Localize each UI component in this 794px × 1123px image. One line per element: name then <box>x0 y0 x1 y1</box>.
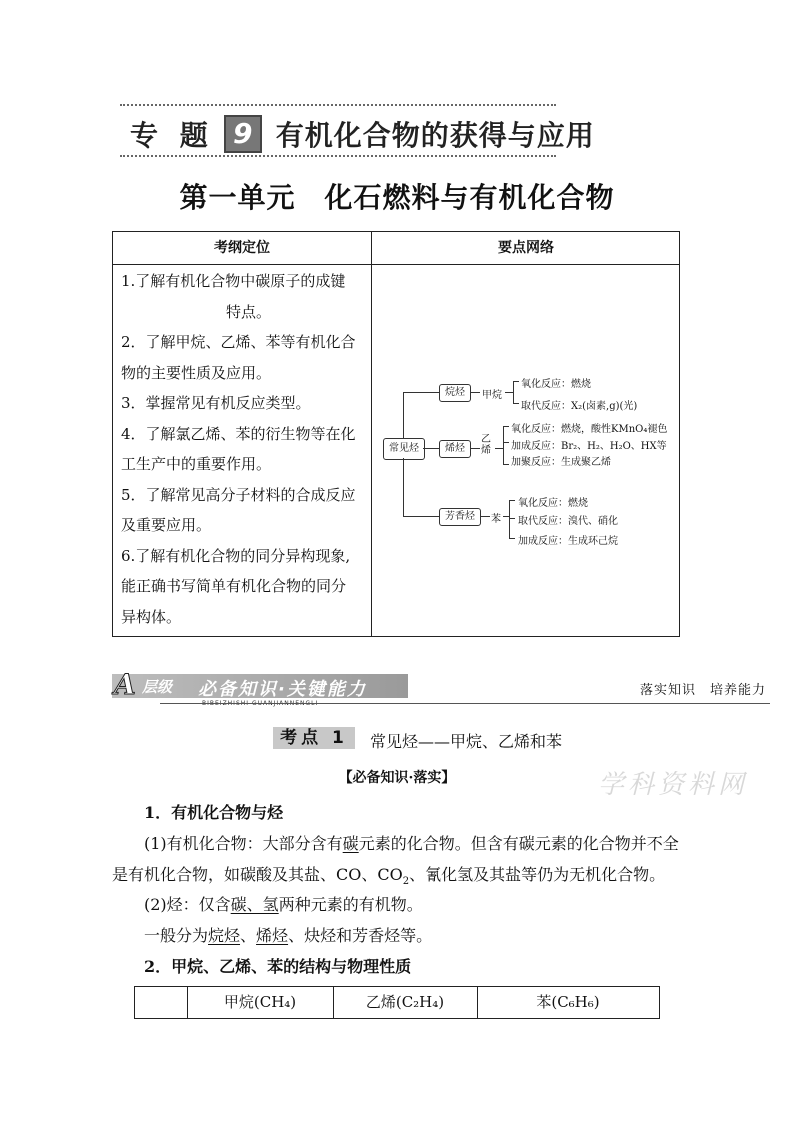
syllabus-line: 2．了解甲烷、乙烯、苯等有机化合 <box>121 333 356 351</box>
node-methane: 甲烷 <box>482 390 502 401</box>
topic-label: 专 题 <box>130 119 214 152</box>
node-aromatic: 芳香烃 <box>439 508 481 526</box>
comparison-header-methane: 甲烷(CH₄) <box>223 993 297 1011</box>
syllabus-list <box>121 266 369 632</box>
paragraph-hydrocarbon-def: (2)烃：仅含碳、氢两种元素的有机物。 <box>144 895 423 914</box>
comparison-header-benzene: 苯(C₆H₆) <box>536 993 600 1011</box>
syllabus-line: 1.了解有机化合物中碳原子的成键 <box>121 272 346 290</box>
node-alkane: 烷烃 <box>439 384 471 402</box>
unit-title: 第一单元 化石燃料与有机化合物 <box>179 181 615 214</box>
node-common-hydrocarbons: 常见烃 <box>383 438 425 460</box>
header-dotted-rule-bottom <box>120 155 556 157</box>
node-ethylene: 乙烯 <box>481 434 491 456</box>
outline-col1-header: 考纲定位 <box>214 240 270 256</box>
ethylene-polymerization: 加聚反应：生成聚乙烯 <box>511 457 611 468</box>
syllabus-line: 异构体。 <box>121 607 182 626</box>
syllabus-line: 能正确书写简单有机化合物的同分 <box>121 577 347 595</box>
banner-title: 必备知识·关键能力 <box>198 679 367 700</box>
syllabus-line: 3．掌握常见有机反应类型。 <box>121 394 311 412</box>
heading-structure-properties: 2．甲烷、乙烯、苯的结构与物理性质 <box>144 957 412 976</box>
banner-level-letter: A <box>114 668 136 701</box>
syllabus-line: 及重要应用。 <box>121 516 212 534</box>
comparison-table <box>134 986 660 1019</box>
paragraph-organic-def: (1)有机化合物：大部分含有碳元素的化合物。但含有碳元素的化合物并不全 <box>144 834 679 853</box>
outline-table <box>112 231 680 637</box>
comparison-header-ethylene: 乙烯(C₂H₄) <box>365 993 445 1011</box>
syllabus-line: 工生产中的重要作用。 <box>121 455 272 473</box>
benzene-oxidation: 氧化反应：燃烧 <box>518 498 588 509</box>
syllabus-line: 特点。 <box>121 302 272 321</box>
topic-heading <box>130 114 595 154</box>
node-benzene: 苯 <box>491 514 501 525</box>
header-dotted-rule-top <box>120 104 556 106</box>
syllabus-line: 物的主要性质及应用。 <box>121 363 272 382</box>
ethylene-oxidation: 氧化反应：燃烧，酸性KMnO₄褪色 <box>511 424 668 435</box>
heading-organic-compounds: 1．有机化合物与烃 <box>144 803 284 822</box>
outline-col2-header: 要点网络 <box>498 240 554 256</box>
benzene-addition: 加成反应：生成环己烷 <box>518 536 618 547</box>
watermark: 学科资料网 <box>598 770 749 800</box>
topic-number-badge: 9 <box>224 115 262 153</box>
syllabus-line: 5．了解常见高分子材料的合成反应 <box>121 485 356 504</box>
exam-point-title: 常见烃——甲烷、乙烯和苯 <box>370 732 563 751</box>
exam-point-label: 考点 1 <box>273 727 355 749</box>
syllabus-line: 6.了解有机化合物的同分异构现象, <box>121 546 351 565</box>
topic-title: 有机化合物的获得与应用 <box>275 119 595 152</box>
paragraph-organic-def-cont: 是有机化合物，如碳酸及其盐、CO、$CO_2$、氰化氢及其盐等仍为无机化合物。 <box>112 865 666 888</box>
syllabus-line: 4．了解氯乙烯、苯的衍生物等在化 <box>121 424 356 443</box>
banner-pinyin: BIBEIZHISHI GUANJIANNENGLI <box>202 700 319 707</box>
node-alkene: 烯烃 <box>439 440 471 458</box>
comparison-header-blank <box>135 987 187 1018</box>
banner-rule <box>160 703 770 704</box>
banner-slogan: 落实知识 培养能力 <box>640 683 767 698</box>
paragraph-hydrocarbon-classes: 一般分为烷烃、烯烃、炔烃和芳香烃等。 <box>144 926 433 945</box>
methane-substitution: 取代反应：X₂(卤素,g)(光) <box>521 401 638 412</box>
banner-level-text: 层级 <box>142 678 173 696</box>
methane-oxidation: 氧化反应：燃烧 <box>521 379 591 390</box>
concept-network <box>373 266 679 636</box>
benzene-substitution: 取代反应：溴代、硝化 <box>518 516 618 527</box>
knowledge-heading: 【必备知识·落实】 <box>338 770 456 786</box>
ethylene-addition: 加成反应：Br₂、H₂、H₂O、HX等 <box>511 441 667 452</box>
